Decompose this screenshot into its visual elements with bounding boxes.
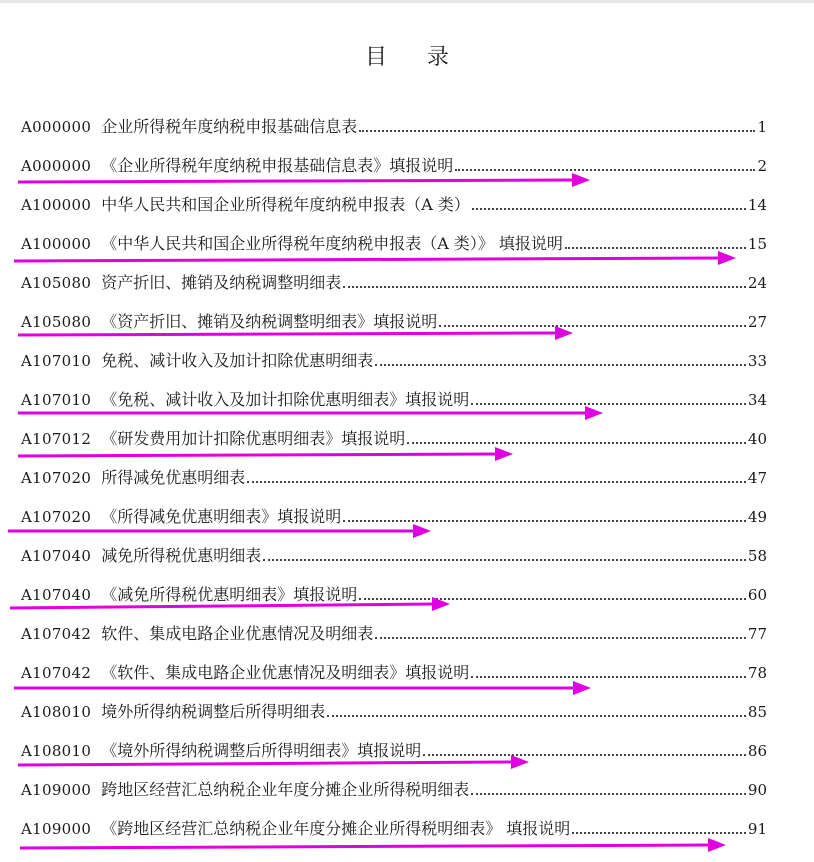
entry-title: 减免所得税优惠明细表 — [101, 546, 262, 565]
dot-leader — [565, 247, 746, 249]
entry-title: 《境外所得纳税调整后所得明细表》填报说明 — [101, 741, 422, 760]
dot-leader — [439, 325, 746, 327]
entry-title: 《企业所得税年度纳税申报基础信息表》填报说明 — [101, 156, 454, 175]
dot-leader — [572, 832, 746, 834]
dot-leader — [247, 481, 746, 483]
dot-leader — [343, 286, 746, 288]
page-number: 2 — [757, 157, 767, 175]
dot-leader — [423, 754, 746, 756]
dot-leader — [375, 637, 746, 639]
page-number: 86 — [747, 742, 767, 760]
table-code: A109000 — [21, 820, 92, 838]
entry-title: 软件、集成电路企业优惠情况及明细表 — [101, 624, 374, 643]
toc-entry[interactable] — [21, 542, 767, 566]
entry-title: 中华人民共和国企业所得税年度纳税申报表（A 类） — [101, 195, 470, 214]
toc-entry[interactable] — [21, 113, 767, 137]
toc-entry[interactable] — [21, 815, 767, 839]
page-number: 58 — [747, 547, 767, 565]
dot-leader — [327, 715, 746, 717]
entry-title: 《中华人民共和国企业所得税年度纳税申报表（A 类）》 填报说明 — [101, 234, 563, 253]
dot-leader — [263, 559, 746, 561]
page-number: 47 — [747, 469, 767, 487]
entry-title: 《所得减免优惠明细表》填报说明 — [101, 507, 342, 526]
highlight-arrow — [20, 838, 726, 852]
page-number: 14 — [747, 196, 767, 214]
table-code: A107020 — [21, 469, 92, 487]
highlight-arrow — [18, 447, 513, 461]
table-code: A109000 — [21, 781, 92, 799]
page-number: 85 — [747, 703, 767, 721]
toc-entry[interactable] — [21, 503, 767, 527]
page-number: 90 — [747, 781, 767, 799]
table-code: A107010 — [21, 352, 92, 370]
toc-entry[interactable] — [21, 269, 767, 293]
entry-title: 所得减免优惠明细表 — [101, 468, 246, 487]
title-char-1: 目 — [364, 45, 387, 70]
toc-entry[interactable] — [21, 698, 767, 722]
page-number: 78 — [747, 664, 767, 682]
dot-leader — [375, 364, 746, 366]
entry-title: 境外所得纳税调整后所得明细表 — [101, 702, 326, 721]
toc-entry[interactable] — [21, 659, 767, 683]
page-number: 24 — [747, 274, 767, 292]
top-rule — [0, 0, 814, 3]
table-code: A107010 — [21, 391, 92, 409]
entry-title: 《跨地区经营汇总纳税企业年度分摊企业所得税明细表》 填报说明 — [101, 819, 571, 838]
dot-leader — [407, 442, 746, 444]
dot-leader — [471, 793, 746, 795]
table-code: A107012 — [21, 430, 92, 448]
dot-leader — [472, 208, 746, 210]
page-number: 33 — [747, 352, 767, 370]
dot-leader — [359, 598, 746, 600]
page-number: 91 — [747, 820, 767, 838]
table-code: A105080 — [21, 313, 92, 331]
highlight-arrow — [14, 681, 591, 695]
table-code: A107040 — [21, 547, 92, 565]
table-code: A000000 — [21, 118, 92, 136]
toc-entry[interactable] — [21, 737, 767, 761]
toc-entry[interactable] — [21, 152, 767, 176]
page-number: 49 — [747, 508, 767, 526]
table-code: A107042 — [21, 664, 92, 682]
page-number: 60 — [747, 586, 767, 604]
toc-entry[interactable] — [21, 347, 767, 371]
toc-entry[interactable] — [21, 581, 767, 605]
page-number: 77 — [747, 625, 767, 643]
table-code: A107042 — [21, 625, 92, 643]
entry-title: 企业所得税年度纳税申报基础信息表 — [101, 117, 358, 136]
toc-entry[interactable] — [21, 308, 767, 332]
page-number: 15 — [747, 235, 767, 253]
dot-leader — [343, 520, 746, 522]
toc-entry[interactable] — [21, 620, 767, 644]
table-code: A000000 — [21, 157, 92, 175]
toc-entry[interactable] — [21, 464, 767, 488]
page-number: 34 — [747, 391, 767, 409]
toc-entry[interactable] — [21, 776, 767, 800]
toc-entry[interactable] — [21, 386, 767, 410]
page-number: 1 — [757, 118, 767, 136]
table-code: A100000 — [21, 235, 92, 253]
table-code: A108010 — [21, 742, 92, 760]
table-code: A100000 — [21, 196, 92, 214]
entry-title: 《研发费用加计扣除优惠明细表》填报说明 — [101, 429, 406, 448]
toc-entry[interactable] — [21, 191, 767, 215]
table-code: A108010 — [21, 703, 92, 721]
dot-leader — [455, 169, 755, 171]
page-number: 40 — [747, 430, 767, 448]
toc-entry[interactable] — [21, 230, 767, 254]
entry-title: 《资产折旧、摊销及纳税调整明细表》填报说明 — [101, 312, 438, 331]
table-code: A107020 — [21, 508, 92, 526]
entry-title: 资产折旧、摊销及纳税调整明细表 — [101, 273, 342, 292]
page-number: 27 — [747, 313, 767, 331]
dot-leader — [471, 403, 746, 405]
dot-leader — [359, 130, 755, 132]
entry-title: 跨地区经营汇总纳税企业年度分摊企业所得税明细表 — [101, 780, 470, 799]
entry-title: 免税、减计收入及加计扣除优惠明细表 — [101, 351, 374, 370]
entry-title: 《减免所得税优惠明细表》填报说明 — [101, 585, 358, 604]
table-code: A105080 — [21, 274, 92, 292]
entry-title: 《软件、集成电路企业优惠情况及明细表》填报说明 — [101, 663, 470, 682]
toc-entry[interactable] — [21, 425, 767, 449]
entry-title: 《免税、减计收入及加计扣除优惠明细表》填报说明 — [101, 390, 470, 409]
dot-leader — [471, 676, 746, 678]
title-char-2: 录 — [427, 45, 450, 70]
table-code: A107040 — [21, 586, 92, 604]
page-title — [0, 40, 814, 71]
